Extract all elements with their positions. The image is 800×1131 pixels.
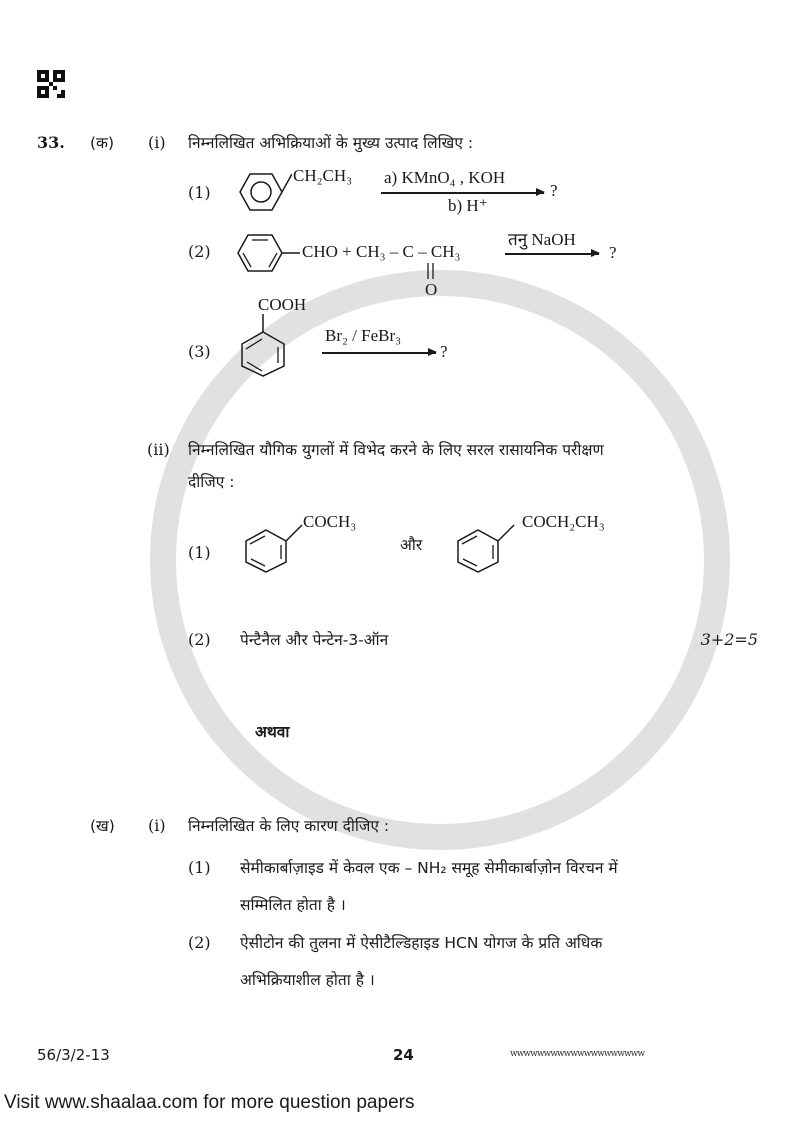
- squiggle-line: wwwwwwwwwwwwwwwwwwww: [510, 1049, 645, 1059]
- reagent-top: Br₂ / FeBr₃: [325, 326, 402, 345]
- product: ?: [550, 181, 558, 200]
- pair-1-number: (1): [188, 543, 211, 562]
- reason-2-line2: अभिक्रियाशील होता है ।: [240, 971, 375, 989]
- reaction-2-number: (2): [188, 242, 211, 261]
- reaction-1-number: (1): [188, 183, 211, 202]
- reaction-arrow: [381, 192, 544, 194]
- part-b-prompt: निम्नलिखित के लिए कारण दीजिए :: [188, 817, 390, 835]
- product: ?: [609, 243, 617, 262]
- benzene-ring: [232, 168, 292, 216]
- reaction-arrow: [505, 253, 599, 255]
- part-b-label: (ख): [90, 817, 115, 835]
- reason-1-line2: सम्मिलित होता है ।: [240, 896, 346, 914]
- reagent-bottom: b) H⁺: [448, 196, 488, 215]
- reaction-arrow: [322, 352, 436, 354]
- reason-1-line1: सेमीकार्बाज़ाइड में केवल एक – NH₂ समूह सेमीकार्बाज़ोन विरचन में: [240, 859, 618, 877]
- reason-2-number: (2): [188, 933, 211, 952]
- page-number: 24: [393, 1046, 414, 1064]
- benzene-ring: [238, 314, 288, 378]
- part-b-sub-i-label: (i): [148, 816, 166, 835]
- pair-2-number: (2): [188, 630, 211, 649]
- substituent: CH₂CH₃: [293, 166, 353, 185]
- sub-i-prompt: निम्नलिखित अभिक्रियाओं के मुख्य उत्पाद लिखिए :: [188, 134, 474, 152]
- reagent-top: तनु NaOH: [508, 230, 576, 249]
- reason-2-line1: ऐसीटोन की तुलना में ऐसीटैल्डिहाइड HCN योगज के प्रति अधिक: [240, 934, 603, 952]
- double-bond: [426, 263, 436, 279]
- part-a-label: (क): [90, 134, 114, 152]
- benzene-ring: [240, 515, 306, 573]
- paper-code: 56/3/2-13: [37, 1046, 110, 1064]
- sub-ii-prompt-line1: निम्नलिखित यौगिक युगलों में विभेद करने के लिए सरल रासायनिक परीक्षण: [188, 441, 604, 459]
- benzene-ring: [232, 230, 300, 276]
- product: ?: [440, 342, 448, 361]
- carbonyl-oxygen: O: [425, 280, 438, 299]
- reaction-3-number: (3): [188, 342, 211, 361]
- substituent: COOH: [258, 295, 307, 314]
- reason-1-number: (1): [188, 858, 211, 877]
- conjunction: और: [400, 536, 423, 554]
- marks: 3+2=5: [700, 630, 758, 649]
- pair-2-text: पेन्टैनैल और पेन्टेन-3-ऑन: [240, 631, 389, 649]
- sub-i-label: (i): [148, 133, 166, 152]
- benzene-ring: [452, 515, 518, 573]
- sub-ii-label: (ii): [147, 440, 170, 459]
- question-number: 33.: [37, 133, 65, 152]
- sub-ii-prompt-line2: दीजिए :: [188, 473, 235, 491]
- compound-1: COCH₃: [303, 512, 357, 531]
- compound-2: COCH₂CH₃: [522, 512, 605, 531]
- site-banner-link[interactable]: Visit www.shaalaa.com for more question papers: [4, 1092, 415, 1113]
- qr-code-icon: [37, 70, 65, 98]
- reactants: CHO + CH₃ – C – CH₃: [302, 242, 461, 261]
- or-label: अथवा: [255, 723, 290, 741]
- reagent-top: a) KMnO₄ , KOH: [384, 168, 506, 187]
